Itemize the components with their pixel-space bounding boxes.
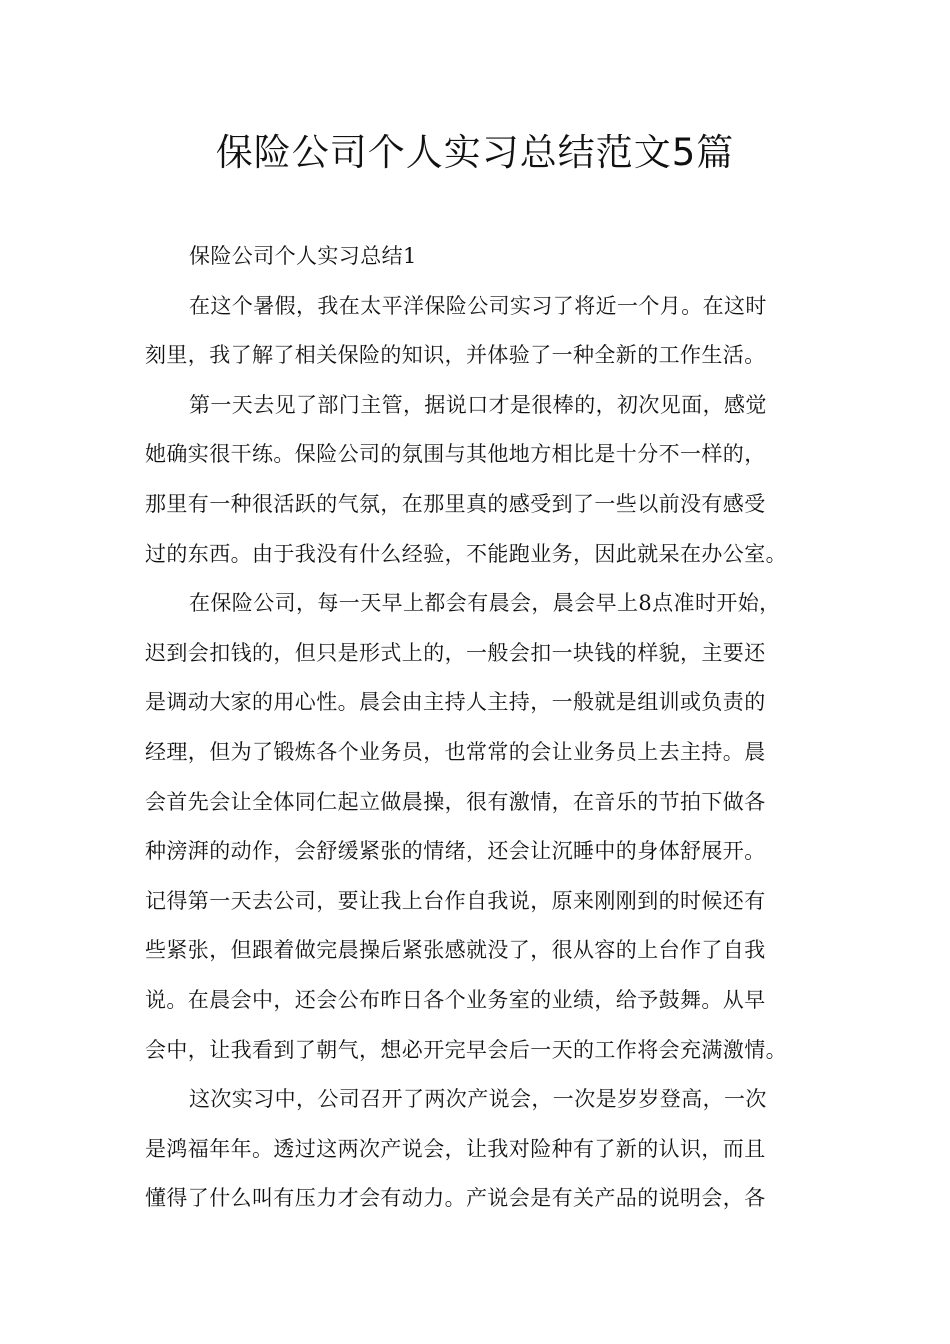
paragraph-line: 经理，但为了锻炼各个业务员，也常常的会让业务员上去主持。晨 <box>145 739 766 764</box>
paragraph-line: 过的东西。由于我没有什么经验，不能跑业务，因此就呆在办公室。 <box>145 541 787 566</box>
document-body <box>145 232 815 1224</box>
paragraph-line: 第一天去见了部门主管，据说口才是很棒的，初次见面，感觉 <box>189 392 767 417</box>
paragraph-line: 会中，让我看到了朝气，想必开完早会后一天的工作将会充满激情。 <box>145 1037 787 1062</box>
paragraph-line: 懂得了什么叫有压力才会有动力。产说会是有关产品的说明会，各 <box>145 1186 766 1211</box>
paragraph-line: 是调动大家的用心性。晨会由主持人主持，一般就是组训或负责的 <box>145 690 766 715</box>
paragraph-line: 种滂湃的动作，会舒缓紧张的情绪，还会让沉睡中的身体舒展开。 <box>145 839 766 864</box>
paragraph-line: 记得第一天去公司，要让我上台作自我说，原来刚刚到的时候还有 <box>145 888 766 913</box>
paragraph-line: 这次实习中，公司召开了两次产说会，一次是岁岁登高，一次 <box>189 1087 767 1112</box>
paragraph-line: 在保险公司，每一天早上都会有晨会，晨会早上8点准时开始， <box>189 591 781 616</box>
paragraph-line: 刻里，我了解了相关保险的知识，并体验了一种全新的工作生活。 <box>145 343 766 368</box>
section-heading: 保险公司个人实习总结1 <box>189 244 417 268</box>
paragraph-line: 是鸿福年年。透过这两次产说会，让我对险种有了新的认识，而且 <box>145 1136 766 1161</box>
paragraph-line: 会首先会让全体同仁起立做晨操，很有激情，在音乐的节拍下做各 <box>145 789 766 814</box>
paragraph-line: 些紧张，但跟着做完晨操后紧张感就没了，很从容的上台作了自我 <box>145 938 766 963</box>
paragraph-line: 说。在晨会中，还会公布昨日各个业务室的业绩，给予鼓舞。从早 <box>145 987 766 1012</box>
paragraph-line: 她确实很干练。保险公司的氛围与其他地方相比是十分不一样的， <box>145 442 766 467</box>
paragraph-line: 那里有一种很活跃的气氛，在那里真的感受到了一些以前没有感受 <box>145 491 766 516</box>
document-title: 保险公司个人实习总结范文5篇 <box>215 131 735 174</box>
paragraph-line: 迟到会扣钱的，但只是形式上的，一般会扣一块钱的样貌，主要还 <box>145 640 766 665</box>
paragraph-line: 在这个暑假，我在太平洋保险公司实习了将近一个月。在这时 <box>189 293 767 318</box>
